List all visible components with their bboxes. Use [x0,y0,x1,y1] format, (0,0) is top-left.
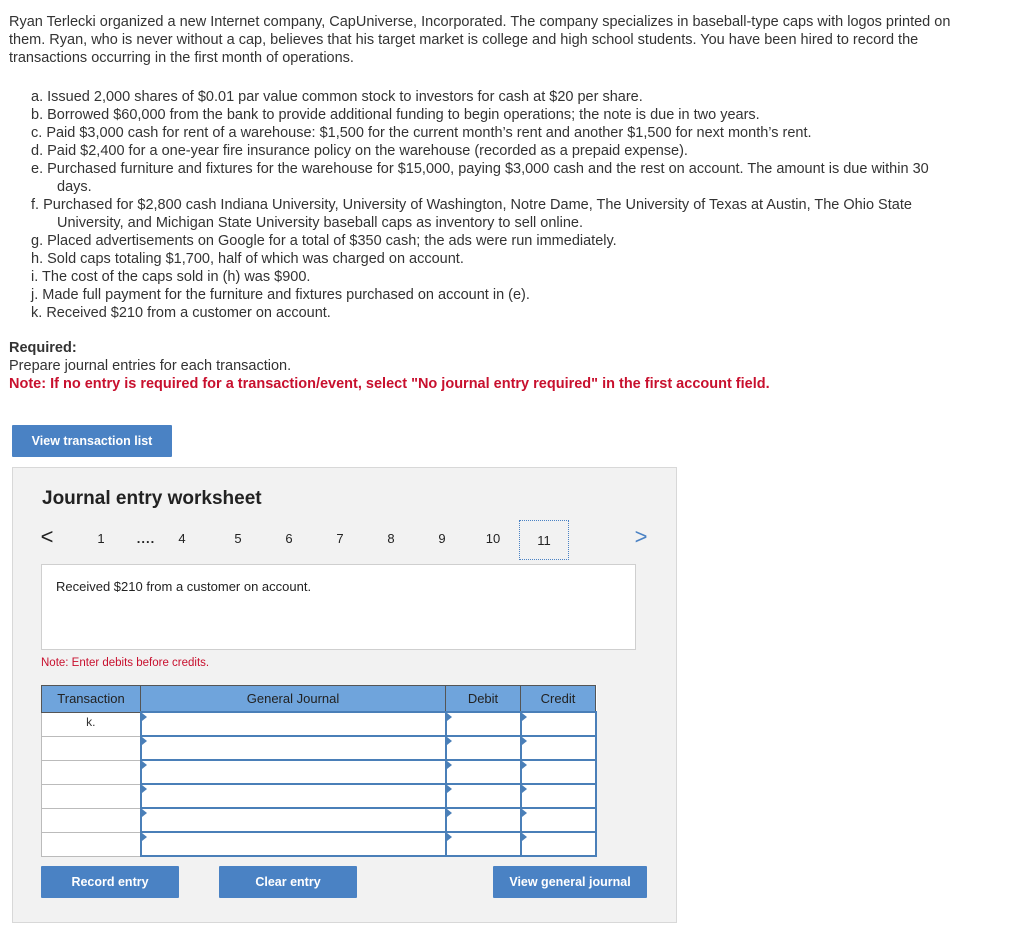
transaction-cell [42,760,141,784]
pager-item[interactable]: 5 [234,531,242,546]
column-header-general-journal: General Journal [141,686,446,713]
debit-input[interactable] [446,832,521,856]
debit-input[interactable] [446,760,521,784]
transaction-item: d. Paid $2,400 for a one-year fire insurance policy on the warehouse (recorded as a prepaid expense). [31,143,688,159]
transaction-item: c. Paid $3,000 cash for rent of a warehouse: $1,500 for the current month’s rent and another $1,500 for next month’s rent. [31,125,812,141]
transaction-item: a. Issued 2,000 shares of $0.01 par value common stock to investors for cash at $20 per share. [31,89,643,105]
credit-input[interactable] [521,712,596,736]
pager-item[interactable]: 8 [387,531,395,546]
worksheet-title: Journal entry worksheet [42,488,262,509]
transaction-item: g. Placed advertisements on Google for a total of $350 cash; the ads were run immediately. [31,233,617,249]
account-select[interactable] [141,712,446,736]
debit-input[interactable] [446,784,521,808]
credit-input[interactable] [521,760,596,784]
table-row [42,808,596,832]
column-header-credit: Credit [521,686,596,713]
debit-input[interactable] [446,712,521,736]
record-entry-button[interactable]: Record entry [41,866,179,898]
worksheet-pager [13,523,676,567]
clear-entry-button[interactable]: Clear entry [219,866,357,898]
required-heading: Required: [9,340,77,356]
required-instruction: Prepare journal entries for each transaction. [9,358,292,374]
pager-item-active[interactable]: 11 [519,520,569,560]
table-row [42,784,596,808]
pager-item[interactable]: 7 [336,531,344,546]
transaction-item: e. Purchased furniture and fixtures for the warehouse for $15,000, paying $3,000 cash and the rest on account. The amount is due within 30 days. [31,161,929,195]
problem-intro: Ryan Terlecki organized a new Internet company, CapUniverse, Incorporated. The company specializes in baseball-type caps with logos printed on them. Ryan, who is never without a cap, believes that his target market is college and high school students. You have been hired to record the transactions occurring in the first month of operations. [9,14,951,66]
pager-ellipsis: .... [136,531,156,546]
transaction-cell [42,784,141,808]
view-transaction-list-button[interactable]: View transaction list [12,425,172,457]
transaction-item: b. Borrowed $60,000 from the bank to provide additional funding to begin operations; the note is due in two years. [31,107,760,123]
transaction-list [21,88,961,322]
pager-item[interactable]: 4 [178,531,186,546]
journal-table [41,685,597,857]
required-section [9,339,770,393]
pager-item[interactable]: 10 [485,531,501,546]
debit-input[interactable] [446,808,521,832]
transaction-cell [42,736,141,760]
account-select[interactable] [141,736,446,760]
view-general-journal-button[interactable]: View general journal [493,866,647,898]
transaction-item: h. Sold caps totaling $1,700, half of which was charged on account. [31,251,464,267]
transaction-cell [42,832,141,856]
transaction-item: i. The cost of the caps sold in (h) was $900. [31,269,311,285]
credit-input[interactable] [521,808,596,832]
transaction-cell [42,808,141,832]
debits-note: Note: Enter debits before credits. [41,657,210,669]
credit-input[interactable] [521,832,596,856]
transaction-item: f. Purchased for $2,800 cash Indiana University, University of Washington, Notre Dame, The University of Texas at Austin, The Ohio State University, and Michigan State University baseball caps as inventory to sell online. [31,197,912,231]
pager-item[interactable]: 6 [285,531,293,546]
credit-input[interactable] [521,784,596,808]
debit-input[interactable] [446,736,521,760]
table-row [42,712,596,736]
account-select[interactable] [141,784,446,808]
transaction-description: Received $210 from a customer on account. [56,579,312,594]
transaction-cell: k. [42,712,141,736]
transaction-item: k. Received $210 from a customer on account. [31,305,331,321]
account-select[interactable] [141,760,446,784]
table-row [42,736,596,760]
column-header-debit: Debit [446,686,521,713]
account-select[interactable] [141,832,446,856]
account-select[interactable] [141,808,446,832]
table-row [42,832,596,856]
pager-item[interactable]: 9 [438,531,446,546]
table-row [42,760,596,784]
required-note: Note: If no entry is required for a transaction/event, select "No journal entry required" in the first account field. [9,376,770,392]
journal-entry-worksheet [12,467,677,923]
chevron-right-icon[interactable]: > [634,524,648,549]
pager-item[interactable]: 1 [97,531,105,546]
chevron-left-icon[interactable]: < [40,524,54,549]
column-header-transaction: Transaction [42,686,141,713]
transaction-description-box [41,564,636,650]
credit-input[interactable] [521,736,596,760]
transaction-item: j. Made full payment for the furniture and fixtures purchased on account in (e). [31,287,530,303]
